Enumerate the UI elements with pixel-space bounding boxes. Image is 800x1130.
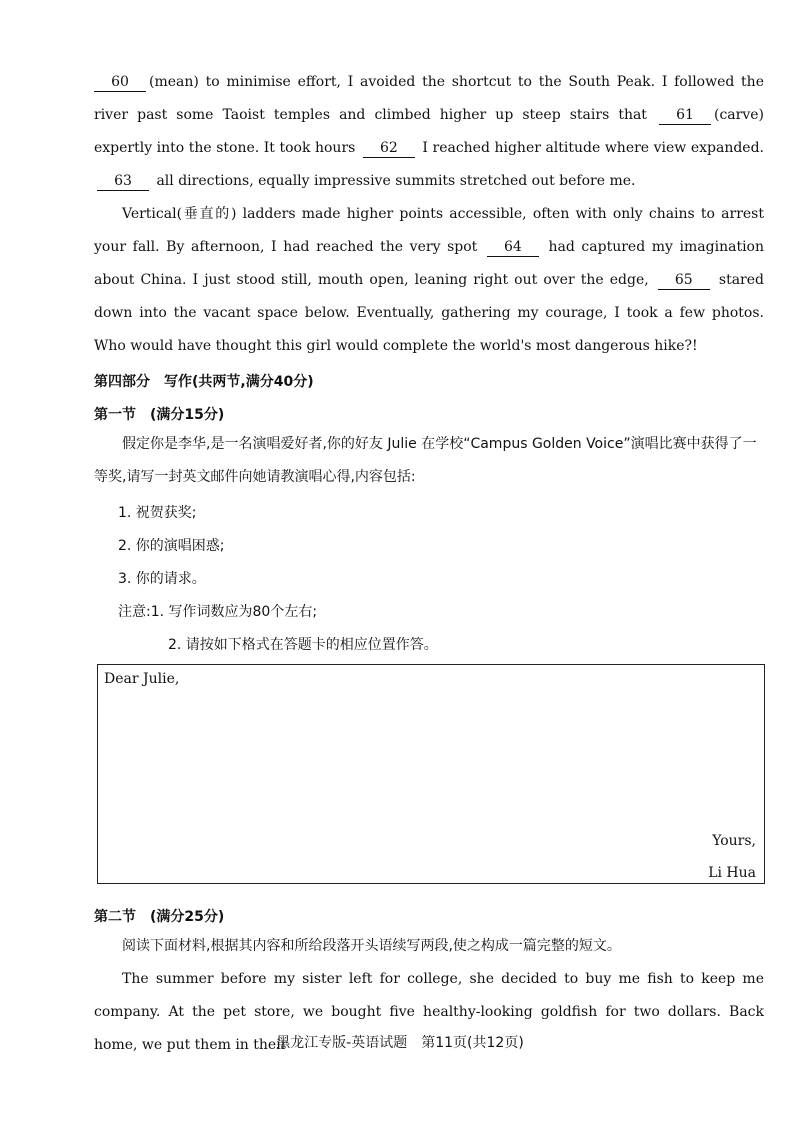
letter-signature: Li Hua [708,865,756,881]
passage-text: had captured my imagination about China. I just stood still, mouth open, leaning right out over the edge, [94,239,764,288]
passage-paragraph-2 [94,198,764,363]
blank-62[interactable]: 62 [363,139,415,158]
passage-paragraph-1 [94,66,764,198]
answer-box[interactable] [97,664,765,884]
note-line-1: 注意:1. 写作词数应为80个左右; [118,604,318,620]
page-footer: 黑龙江专版-英语试题 第11页(共12页) [276,1035,524,1051]
blank-63[interactable]: 63 [97,172,149,191]
passage-text: (mean) to minimise effort, I avoided the shortcut to the South Peak. I followed the river past some Taoist temples and climbed higher up steep stairs that [94,74,764,123]
passage-text: I reached higher altitude where view expanded. [422,140,764,156]
section-title: 第四部分 写作(共两节,满分40分) [94,374,314,390]
story-text: The summer before my sister left for college, she decided to buy me fish to keep me company. At the pet store, we bought five healthy-looking goldfish for two dollars. Back home, we put them in their [94,971,764,1053]
part2-title: 第二节 (满分25分) [94,909,225,925]
letter-closing: Yours, [712,833,756,849]
passage-text: Vertical(垂直的) ladders made higher points accessible, often with only chains to arrest your fall. By afternoon, I had reached the very spot [94,206,764,255]
blank-61[interactable]: 61 [659,106,711,125]
passage-text: all directions, equally impressive summits stretched out before me. [156,173,636,189]
continuation-instruction: 阅读下面材料,根据其内容和所给段落开头语续写两段,使之构成一篇完整的短文。 [122,938,621,954]
blank-60[interactable]: 60 [94,73,146,92]
note-line-2: 2. 请按如下格式在答题卡的相应位置作答。 [168,637,438,653]
part1-title: 第一节 (满分15分) [94,407,225,423]
requirement-item-3: 3. 你的请求。 [118,571,206,587]
requirement-item-1: 1. 祝贺获奖; [118,505,197,521]
letter-greeting: Dear Julie, [104,671,180,687]
blank-64[interactable]: 64 [487,238,539,257]
passage-text: (carve) expertly into the stone. It took hours [94,107,764,156]
blank-65[interactable]: 65 [658,271,710,290]
writing-prompt: 假定你是李华,是一名演唱爱好者,你的好友 Julie 在学校“Campus Golden Voice”演唱比赛中获得了一等奖,请写一封英文邮件向她请教演唱心得,内容包括: [94,436,757,485]
passage-text: stared down into the vacant space below. Eventually, gathering my courage, I took a few photos. Who would have thought this girl would complete the world's most dangerous hike?! [94,272,764,354]
requirement-item-2: 2. 你的演唱困惑; [118,538,225,554]
